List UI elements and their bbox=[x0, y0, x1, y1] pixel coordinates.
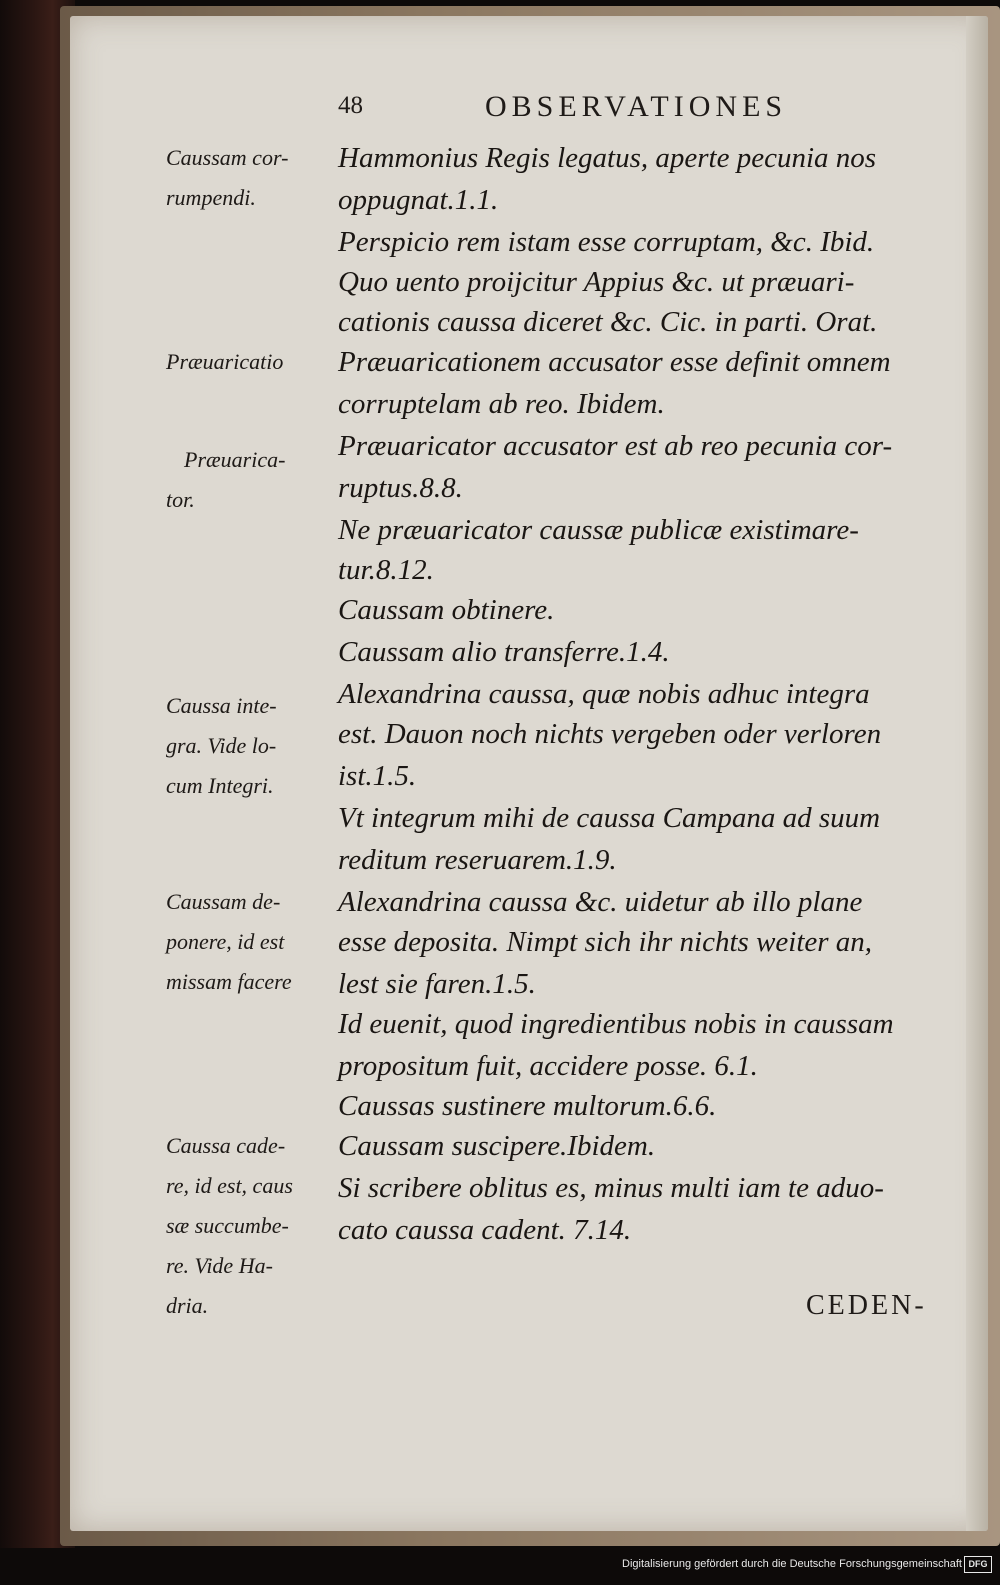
text-line: Ne præuaricator caussæ publicæ existimare- bbox=[338, 514, 859, 546]
text-line: Perspicio rem istam esse corruptam, &c. Ibid. bbox=[338, 226, 875, 258]
margin-note bbox=[166, 342, 338, 382]
margin-note bbox=[166, 440, 356, 520]
margin-note-line: Caussam cor- bbox=[166, 145, 289, 170]
text-line: Præuaricator accusator est ab reo pecunia cor- bbox=[338, 430, 893, 462]
text-line: Id euenit, quod ingredientibus nobis in caussam bbox=[338, 1008, 894, 1040]
page-number: 48 bbox=[338, 92, 363, 119]
margin-note-line: tor. bbox=[166, 487, 195, 512]
text-line: ist.1.5. bbox=[338, 760, 417, 792]
margin-note bbox=[166, 686, 338, 806]
text-line: ruptus.8.8. bbox=[338, 472, 463, 504]
running-head bbox=[0, 92, 1000, 132]
text-line: Alexandrina caussa, quæ nobis adhuc integra bbox=[338, 678, 870, 710]
margin-note-line: gra. Vide lo- bbox=[166, 733, 277, 758]
text-line: Vt integrum mihi de caussa Campana ad suum bbox=[338, 802, 881, 834]
text-line: Hammonius Regis legatus, aperte pecunia nos bbox=[338, 142, 877, 174]
running-title: OBSERVATIONES bbox=[485, 90, 788, 123]
text-line: Caussas sustinere multorum.6.6. bbox=[338, 1090, 717, 1122]
text-line: Caussam alio transferre.1.4. bbox=[338, 636, 670, 668]
text-line: Si scribere oblitus es, minus multi iam te aduo- bbox=[338, 1172, 884, 1204]
text-line: Caussam obtinere. bbox=[338, 594, 555, 626]
margin-note bbox=[166, 138, 338, 218]
margin-note-line: Præuarica- bbox=[184, 447, 286, 472]
text-line: propositum fuit, accidere posse. 6.1. bbox=[338, 1050, 758, 1082]
footer-bar bbox=[0, 1548, 1000, 1585]
margin-note-line: re. Vide Ha- bbox=[166, 1253, 273, 1278]
text-line: cationis caussa diceret &c. Cic. in parti. Orat. bbox=[338, 306, 878, 338]
page-fore-edge bbox=[966, 16, 988, 1531]
footer-credit: Digitalisierung gefördert durch die Deutsche Forschungsgemeinschaft bbox=[622, 1558, 962, 1570]
margin-note-line: cum Integri. bbox=[166, 773, 274, 798]
catchword: CEDEN- bbox=[806, 1290, 927, 1321]
text-line: esse deposita. Nimpt sich ihr nichts weiter an, bbox=[338, 926, 873, 958]
text-line: corruptelam ab reo. Ibidem. bbox=[338, 388, 665, 420]
margin-note-line: re, id est, caus bbox=[166, 1173, 293, 1198]
dfg-logo-icon: DFG bbox=[964, 1556, 992, 1573]
text-line: Præuaricationem accusator esse definit omnem bbox=[338, 346, 891, 378]
margin-note-line: Caussa inte- bbox=[166, 693, 277, 718]
text-line: oppugnat.1.1. bbox=[338, 184, 499, 216]
margin-note-line: Caussa cade- bbox=[166, 1133, 286, 1158]
text-line: est. Dauon noch nichts vergeben oder verloren bbox=[338, 718, 882, 750]
margin-note-line: missam facere bbox=[166, 969, 292, 994]
margin-note bbox=[166, 1126, 338, 1326]
margin-note-line: Præuaricatio bbox=[166, 349, 284, 374]
margin-note bbox=[166, 882, 338, 1002]
margin-note-line: rumpendi. bbox=[166, 185, 256, 210]
text-line: Quo uento proijcitur Appius &c. ut præuari- bbox=[338, 266, 855, 298]
text-line: cato caussa cadent. 7.14. bbox=[338, 1214, 632, 1246]
margin-note-line: Caussam de- bbox=[166, 889, 281, 914]
margin-note-line: dria. bbox=[166, 1293, 209, 1318]
text-line: Caussam suscipere.Ibidem. bbox=[338, 1130, 656, 1162]
margin-note-line: ponere, id est bbox=[166, 929, 285, 954]
text-line: reditum reseruarem.1.9. bbox=[338, 844, 617, 876]
text-line: tur.8.12. bbox=[338, 554, 434, 586]
text-line: lest sie faren.1.5. bbox=[338, 968, 536, 1000]
text-line: Alexandrina caussa &c. uidetur ab illo plane bbox=[338, 886, 863, 918]
margin-note-line: sæ succumbe- bbox=[166, 1213, 289, 1238]
